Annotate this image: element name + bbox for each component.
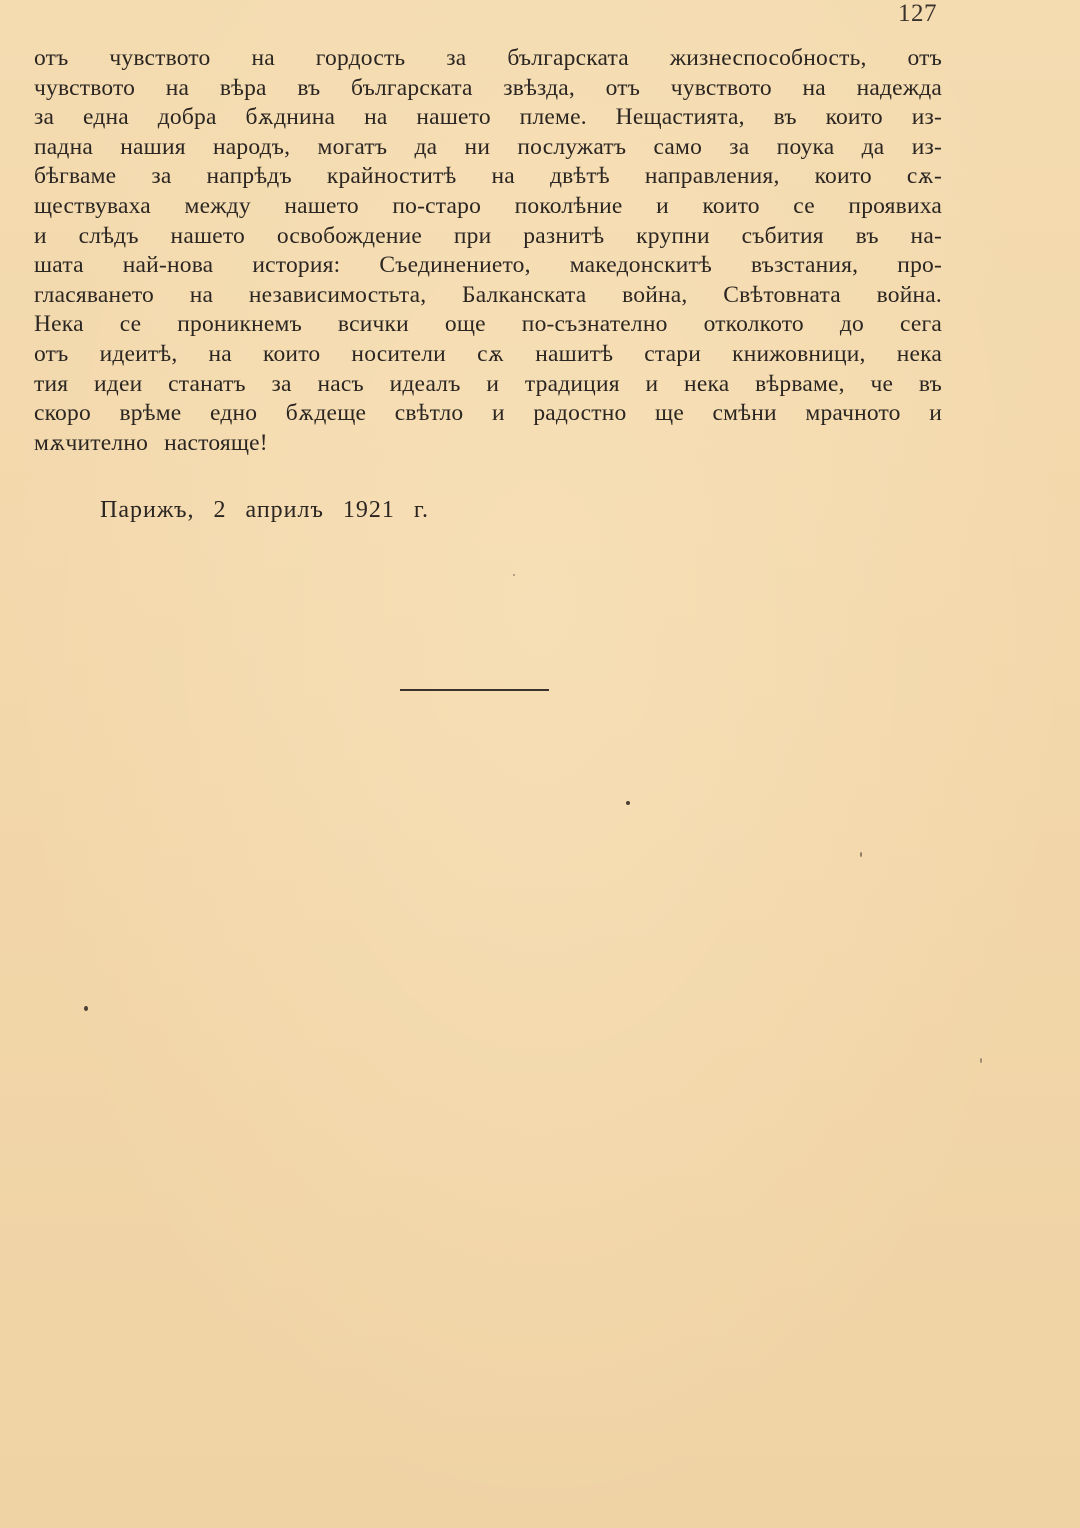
body-paragraph: [34, 44, 942, 458]
text-line: шата най-нова история: Съединението, македонскитѣ възстания, про-: [34, 252, 942, 279]
text-line: гласяването на независимостьта, Балканската война, Свѣтовната война.: [34, 281, 942, 308]
text-line: отъ чувството на гордость за българската жизнеспособность, отъ: [34, 45, 942, 71]
text-line: чувството на вѣра въ българската звѣзда, отъ чувството на надежда: [34, 74, 942, 101]
text-line: падна нашия народъ, могатъ да ни послужатъ само за поука да из-: [34, 133, 942, 160]
place-date-signature: Парижъ, 2 априлъ 1921 г.: [100, 497, 430, 523]
paper-speck: [84, 1006, 88, 1011]
text-line: отъ идеитѣ, на които носители сѫ нашитѣ стари книжовници, нека: [34, 340, 942, 367]
text-line: тия идеи станатъ за насъ идеалъ и традиция и нека вѣрваме, че въ: [34, 370, 942, 397]
text-line: ществуваха между нашето по-старо поколѣние и които се проявиха: [34, 192, 942, 219]
text-line: скоро врѣме едно бѫдеще свѣтло и радостно ще смѣни мрачното и: [34, 400, 942, 427]
page-number: 127: [898, 0, 937, 27]
text-line: за една добра бѫднина на нашето племе. Нещастията, въ които из-: [34, 104, 942, 131]
text-line: мѫчително настояще!: [34, 429, 268, 456]
text-line: бѣгваме за напрѣдъ крайноститѣ на двѣтѣ направления, които сѫ-: [34, 163, 942, 190]
paper-speck: [980, 1058, 982, 1063]
text-line: и слѣдъ нашето освобождение при разнитѣ крупни събития въ на-: [34, 222, 942, 249]
paper-speck: [860, 852, 862, 857]
paper-speck: [626, 801, 630, 805]
section-divider: [400, 689, 549, 691]
paper-speck: [513, 574, 515, 576]
text-line: Нека се проникнемъ всички още по-съзнателно отколкото до сега: [34, 311, 942, 338]
